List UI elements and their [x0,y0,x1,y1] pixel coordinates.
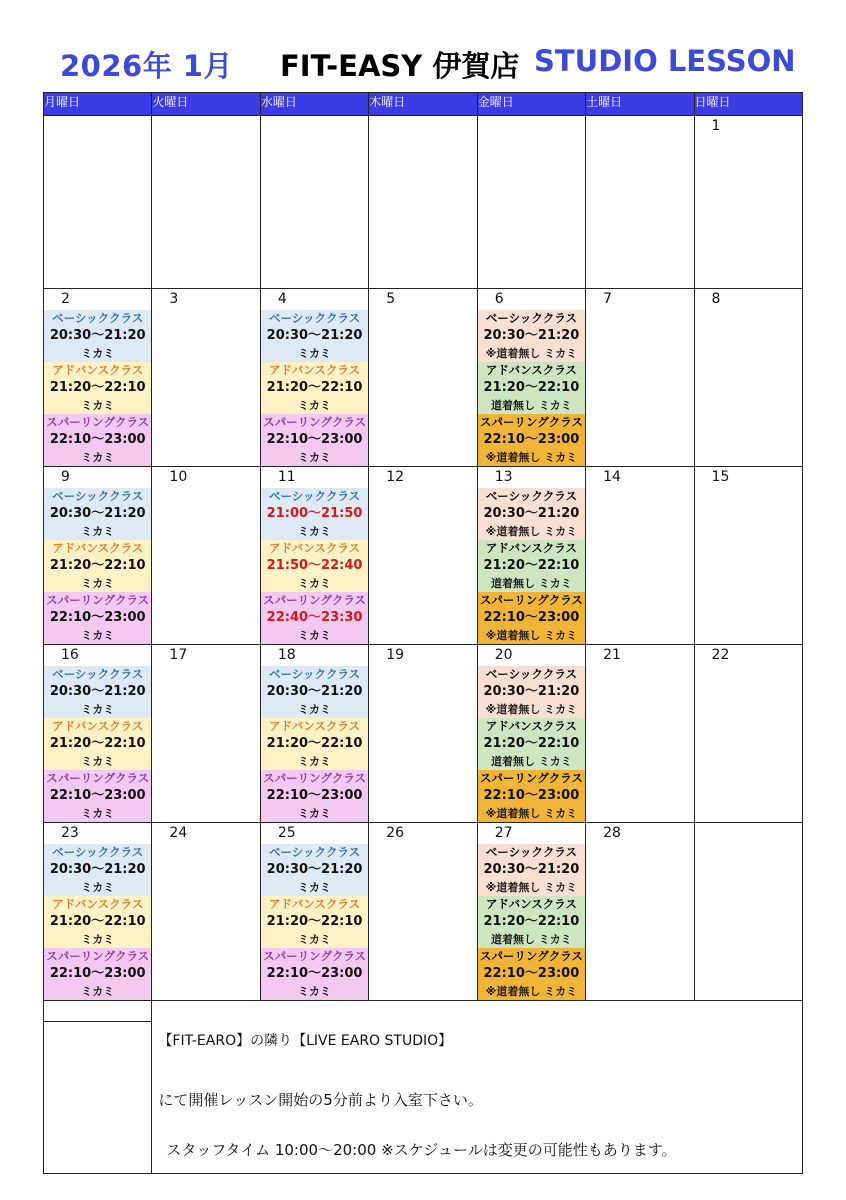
lesson-instructor: ミカミ [81,755,115,768]
lesson-class-name: ベーシッククラス [268,311,361,325]
lesson-class-name: ベーシッククラス [268,845,361,859]
info-entry-note: にて開催レッスン開始の5分前より入室下さい。 [158,1091,483,1109]
schedule-calendar [43,92,803,1174]
lesson-block [44,592,151,644]
lesson-class-name: スパーリングクラス [46,593,150,607]
lesson-class-name: ベーシッククラス [268,667,361,681]
lesson-block [261,770,368,822]
lesson-time: 22:10～23:00 [266,432,363,447]
lesson-instructor: ミカミ [81,347,115,360]
day-cell [44,645,152,823]
lesson-class-name: スパーリングクラス [263,949,367,963]
lesson-time: 21:50～22:40 [266,558,363,573]
lesson-block [478,362,585,414]
lesson-class-name: スパーリングクラス [46,771,150,785]
lesson-time: 20:30～21:20 [266,328,363,343]
lesson-instructor: ミカミ [81,451,115,464]
lesson-time: 22:10～23:00 [483,432,580,447]
lesson-block [261,896,368,948]
lesson-time: 22:10～23:00 [483,966,580,981]
lesson-class-name: スパーリングクラス [479,949,583,963]
day-cell [477,289,585,467]
lesson-time: 20:30～21:20 [483,862,580,877]
lesson-block [44,844,151,896]
lesson-time: 20:30～21:20 [483,684,580,699]
day-number: 25 [277,825,296,841]
lesson-time: 22:10～23:00 [49,432,146,447]
day-number: 13 [494,469,513,485]
lesson-block [44,362,151,414]
lesson-time: 21:20～22:10 [49,380,146,395]
day-cell [260,823,368,1001]
lesson-instructor: ミカミ [81,399,115,412]
lesson-class-name: ベーシッククラス [485,311,577,325]
lesson-instructor: ミカミ [81,807,115,820]
lesson-block [478,488,585,540]
week-row [44,823,803,1001]
lesson-instructor: 道着無し ミカミ [490,933,572,946]
lesson-time: 20:30～21:20 [266,862,363,877]
weekday-header: 火曜日 [152,93,260,116]
day-cell [152,467,260,645]
lesson-time: 21:00～21:50 [266,506,363,521]
lesson-instructor: ミカミ [298,807,332,820]
lesson-class-name: アドバンスクラス [485,363,577,377]
weekday-header: 月曜日 [44,93,152,116]
lesson-block [261,666,368,718]
day-cell [586,645,694,823]
day-number: 12 [386,469,405,485]
lesson-block [44,414,151,466]
lesson-class-name: ベーシッククラス [268,489,361,503]
weekday-header-row [44,93,803,116]
lesson-time: 20:30～21:20 [483,328,580,343]
day-cell [44,467,152,645]
day-cell [152,116,260,289]
lesson-instructor: ミカミ [298,577,332,590]
lesson-time: 21:20～22:10 [49,914,146,929]
lesson-instructor: ミカミ [298,525,332,538]
lesson-block [44,770,151,822]
lesson-time: 22:10～23:00 [483,788,580,803]
lesson-class-name: スパーリングクラス [479,771,583,785]
day-number: 16 [61,647,79,663]
lesson-block [261,488,368,540]
lesson-time: 21:20～22:10 [483,736,580,751]
lesson-instructor: ミカミ [298,347,332,360]
lesson-block [44,488,151,540]
week-row [44,116,803,289]
lesson-block [44,948,151,1000]
weekday-header: 木曜日 [369,93,477,116]
info-cell [152,1001,803,1174]
lesson-time: 21:20～22:10 [483,558,580,573]
day-number: 7 [603,291,613,307]
info-location: 【FIT-EARO】の隣り【LIVE EARO STUDIO】 [158,1033,453,1049]
lesson-instructor: 道着無し ミカミ [490,399,572,412]
day-cell [260,289,368,467]
lesson-block [478,718,585,770]
lesson-instructor: ※道着無し ミカミ [485,807,578,820]
lesson-time: 21:20～22:10 [266,380,363,395]
lesson-instructor: ミカミ [81,703,115,716]
lesson-class-name: ベーシッククラス [485,489,577,503]
lesson-instructor: ミカミ [81,985,115,998]
lesson-instructor: ミカミ [81,629,115,642]
day-number [695,823,802,844]
lesson-class-name: スパーリングクラス [479,415,583,429]
calendar-body [44,116,803,1001]
day-number: 23 [61,825,79,841]
lesson-class-name: スパーリングクラス [479,593,583,607]
day-cell [694,116,802,289]
lesson-class-name: ベーシッククラス [52,489,144,503]
day-cell [477,645,585,823]
lesson-block [261,540,368,592]
lesson-block [478,666,585,718]
day-number: 20 [494,647,513,663]
day-number [152,116,259,137]
day-cell [44,823,152,1001]
lesson-class-name: アドバンスクラス [485,719,577,733]
lesson-block [478,948,585,1000]
weekday-header: 金曜日 [477,93,585,116]
day-cell [694,645,802,823]
lesson-time: 20:30～21:20 [49,684,146,699]
info-left-cell [44,1001,152,1174]
day-cell [44,289,152,467]
lesson-time: 22:10～23:00 [49,788,146,803]
lesson-time: 21:20～22:10 [266,736,363,751]
lesson-time: 20:30～21:20 [483,506,580,521]
lesson-class-name: アドバンスクラス [52,719,144,733]
day-number: 17 [169,647,188,663]
day-cell [477,467,585,645]
lesson-time: 21:20～22:10 [49,558,146,573]
lesson-block [478,310,585,362]
lesson-class-name: アドバンスクラス [269,719,361,733]
lesson-class-name: ベーシッククラス [52,845,144,859]
day-number: 18 [277,647,296,663]
day-number: 3 [169,291,179,307]
lesson-block [478,844,585,896]
lesson-time: 22:10～23:00 [49,966,146,981]
lesson-class-name: ベーシッククラス [52,311,144,325]
lesson-instructor: ミカミ [298,399,332,412]
day-number [369,116,476,137]
lesson-block [261,948,368,1000]
lesson-block [478,770,585,822]
lesson-instructor: ミカミ [81,577,115,590]
lesson-class-name: スパーリングクラス [46,415,150,429]
lesson-instructor: ミカミ [81,525,115,538]
day-cell [477,823,585,1001]
day-cell [586,467,694,645]
studio-lesson-title: STUDIO LESSON [534,44,796,78]
day-number: 26 [386,825,405,841]
lesson-instructor: 道着無し ミカミ [490,577,572,590]
lesson-class-name: アドバンスクラス [52,541,144,555]
lesson-time: 21:20～22:10 [483,914,580,929]
lesson-instructor: ミカミ [298,755,332,768]
lesson-instructor: ※道着無し ミカミ [485,451,578,464]
week-row [44,645,803,823]
lesson-class-name: ベーシッククラス [485,667,577,681]
day-number: 6 [494,291,504,307]
lesson-block [44,718,151,770]
lesson-block [44,666,151,718]
lesson-time: 20:30～21:20 [49,328,146,343]
lesson-instructor: ミカミ [298,881,332,894]
day-number: 27 [494,825,513,841]
day-cell [694,289,802,467]
lesson-time: 20:30～21:20 [49,862,146,877]
lesson-instructor: ※道着無し ミカミ [485,703,578,716]
lesson-block [261,362,368,414]
lesson-time: 22:10～23:00 [266,788,363,803]
lesson-time: 21:20～22:10 [49,736,146,751]
day-cell [369,823,477,1001]
lesson-class-name: アドバンスクラス [52,897,144,911]
lesson-instructor: ミカミ [298,703,332,716]
lesson-block [478,896,585,948]
lesson-class-name: アドバンスクラス [52,363,144,377]
day-number [586,116,693,137]
lesson-class-name: アドバンスクラス [485,541,577,555]
day-number [44,116,151,137]
day-cell [477,116,585,289]
lesson-time: 20:30～21:20 [49,506,146,521]
lesson-block [478,540,585,592]
day-cell [44,116,152,289]
lesson-instructor: ※道着無し ミカミ [485,985,578,998]
day-number [261,116,368,137]
day-cell [260,116,368,289]
day-number: 10 [169,469,188,485]
day-number: 11 [277,469,296,485]
lesson-instructor: ミカミ [298,933,332,946]
info-row [44,1001,803,1174]
day-number: 5 [386,291,396,307]
lesson-block [44,896,151,948]
lesson-block [478,592,585,644]
day-cell [694,467,802,645]
day-cell [369,289,477,467]
lesson-time: 21:20～22:10 [483,380,580,395]
lesson-class-name: スパーリングクラス [263,415,367,429]
day-cell [152,823,260,1001]
day-number: 4 [277,291,287,307]
day-number: 24 [169,825,188,841]
weekday-header: 土曜日 [586,93,694,116]
info-left-divider [44,1001,151,1022]
weekday-header: 水曜日 [260,93,368,116]
lesson-block [261,414,368,466]
day-cell [586,823,694,1001]
day-cell [260,645,368,823]
day-number: 15 [711,469,730,485]
lesson-instructor: ミカミ [81,933,115,946]
lesson-time: 22:10～23:00 [49,610,146,625]
month-title: 2026年 1月 [60,49,233,83]
lesson-time: 22:40～23:30 [266,610,363,625]
lesson-class-name: スパーリングクラス [46,949,150,963]
day-cell [586,289,694,467]
week-row [44,289,803,467]
lesson-instructor: ミカミ [298,985,332,998]
weekday-header: 日曜日 [694,93,802,116]
lesson-instructor: ※道着無し ミカミ [485,629,578,642]
lesson-instructor: 道着無し ミカミ [490,755,572,768]
info-staff-time: スタッフタイム 10:00～20:00 ※スケジュールは変更の可能性もあります。 [166,1141,677,1159]
lesson-block [44,310,151,362]
lesson-block [261,592,368,644]
day-cell [369,645,477,823]
lesson-block [44,540,151,592]
lesson-class-name: ベーシッククラス [485,845,577,859]
day-number [478,116,585,137]
lesson-block [261,844,368,896]
lesson-instructor: ※道着無し ミカミ [485,525,578,538]
lesson-class-name: アドバンスクラス [269,363,361,377]
lesson-time: 22:10～23:00 [483,610,580,625]
lesson-instructor: ※道着無し ミカミ [485,347,578,360]
lesson-class-name: アドバンスクラス [269,897,361,911]
lesson-instructor: ミカミ [298,451,332,464]
week-row [44,467,803,645]
lesson-instructor: ミカミ [298,629,332,642]
day-cell [152,645,260,823]
lesson-class-name: ベーシッククラス [52,667,144,681]
day-number: 19 [386,647,405,663]
lesson-instructor: ※道着無し ミカミ [485,881,578,894]
lesson-time: 21:20～22:10 [266,914,363,929]
day-number: 28 [603,825,621,841]
day-cell [260,467,368,645]
lesson-time: 20:30～21:20 [266,684,363,699]
lesson-block [478,414,585,466]
lesson-class-name: スパーリングクラス [263,593,367,607]
day-cell [694,823,802,1001]
lesson-class-name: アドバンスクラス [269,541,361,555]
day-number: 1 [711,118,721,134]
day-cell [152,289,260,467]
day-number: 22 [711,647,730,663]
lesson-time: 22:10～23:00 [266,966,363,981]
lesson-block [261,310,368,362]
day-number: 8 [711,291,721,307]
day-cell [369,116,477,289]
day-cell [369,467,477,645]
lesson-block [261,718,368,770]
page-header [0,44,846,88]
store-title: FIT-EASY 伊賀店 [280,49,520,83]
day-number: 14 [603,469,621,485]
lesson-class-name: アドバンスクラス [485,897,577,911]
lesson-instructor: ミカミ [81,881,115,894]
day-number: 2 [61,291,70,307]
day-number: 21 [603,647,621,663]
day-cell [586,116,694,289]
lesson-class-name: スパーリングクラス [263,771,367,785]
day-number: 9 [61,469,70,485]
